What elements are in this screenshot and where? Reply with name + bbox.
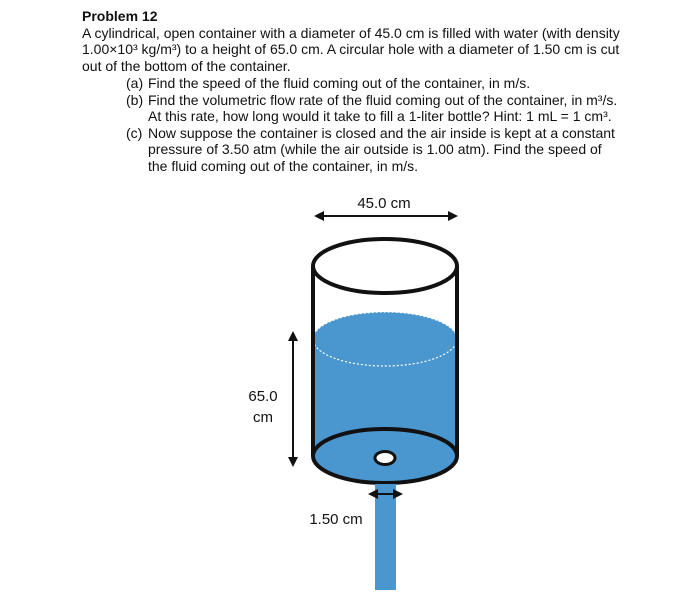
- part-line: pressure of 3.50 atm (while the air outside is 1.00 atm). Find the speed of: [148, 141, 602, 157]
- height-label-value: 65.0: [248, 388, 278, 405]
- water-stream: [375, 484, 396, 590]
- hole-diameter-label: 1.50 cm: [309, 511, 363, 528]
- part-line: At this rate, how long would it take to fill a 1-liter bottle? Hint: 1 mL = 1 cm³.: [148, 108, 612, 124]
- diameter-label: 45.0 cm: [357, 195, 411, 212]
- part-label: (b): [126, 91, 144, 108]
- intro-line: 1.00×10³ kg/m³) to a height of 65.0 cm. A circular hole with a diameter of 1.50 cm is cut: [82, 41, 620, 57]
- container-rim: [313, 239, 457, 293]
- part-line: Find the speed of the fluid coming out of the container, in m/s.: [148, 75, 531, 91]
- part-line: the fluid coming out of the container, in m/s.: [148, 157, 419, 174]
- intro-line: A cylindrical, open container with a diameter of 45.0 cm is filled with water (with density: [82, 24, 620, 41]
- hole-icon: [375, 452, 395, 465]
- intro-line: out of the bottom of the container.: [82, 57, 291, 74]
- height-label-unit: cm: [253, 409, 273, 426]
- part-line: Find the volumetric flow rate of the fluid coming out of the container, in m³/s.: [148, 91, 618, 108]
- part-label: (c): [126, 124, 143, 141]
- part-label: (a): [126, 75, 144, 91]
- part-line: Now suppose the container is closed and the air inside is kept at a constant: [148, 124, 615, 141]
- problem-title: Problem 12: [82, 8, 158, 24]
